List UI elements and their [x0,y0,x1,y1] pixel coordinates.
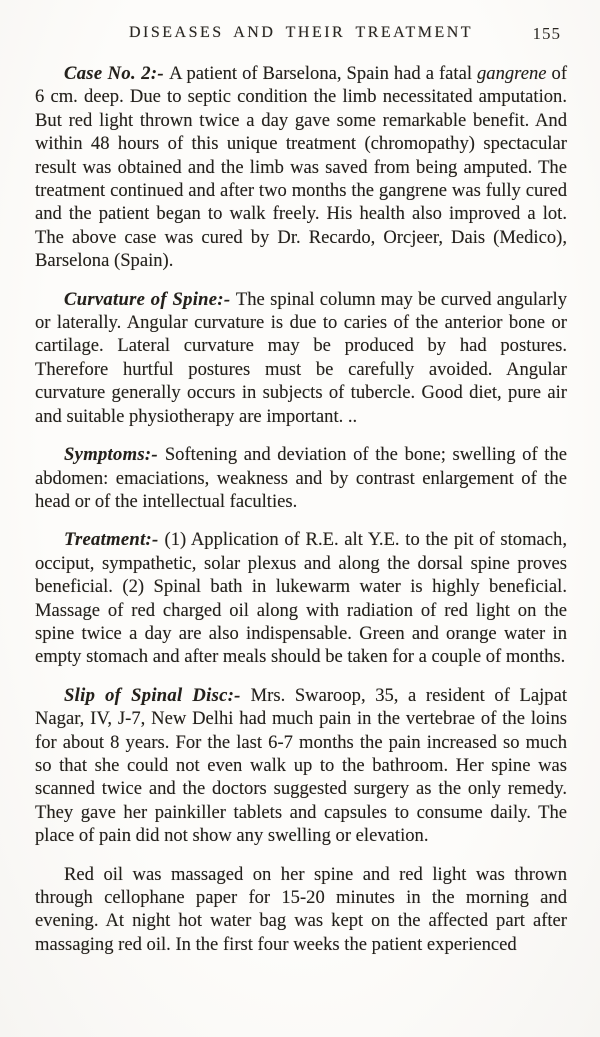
page-header [35,24,567,48]
text-segment: A patient of Barselona, Spain had a fatal [169,63,477,84]
page-body [35,62,567,956]
text-segment: Mrs. Swaroop, 35, a resident of Lajpat Nagar, IV, J-7, New Delhi had much pain in the vertebrae of the loins for about 8 years. For the last 6-7 months the pain increased so much so that she could not even walk up to the bathroom. Her spine was scanned twice and the doctors suggested surgery as the only remedy. They gave her painkiller tablets and capsules to consume daily. The place of pain did not show any swelling or elevation. [35,684,567,847]
text-segment: of 6 cm. deep. Due to septic condition the limb necessitated amputation. But red light thrown twice a day gave some remarkable benefit. And within 48 hours of this unique treatment (chromopathy) spectacular result was obtained and the limb was saved from being amputed. The treatment continued and after two months the gangrene was fully cured and the patient began to walk freely. His health also improved a lot. The above case was cured by Dr. Recardo, Orcjeer, Dais (Medico), Barselona (Spain). [35,63,568,272]
running-title: DISEASES AND THEIR TREATMENT [128,24,474,41]
section-heading-symptoms: Symptoms:- [64,444,165,466]
paragraph-red-oil-massage [35,863,567,957]
section-heading-slip-of-spinal-disc: Slip of Spinal Disc:- [64,684,251,706]
paragraph-slip-of-spinal-disc [35,684,567,848]
text-segment: Red oil was massaged on her spine and red light was thrown through cellophane paper for 15-20 minutes in the morning and evening. At night hot water bag was kept on the affected part after massaging red oil. In the first four weeks the patient experienced [35,863,567,955]
section-heading-curvature-of-spine: Curvature of Spine:- [64,288,236,310]
text-segment: The spinal column may be curved angularly or laterally. Angular curvature is due to caries of the anterior bone or cartilage. Lateral curvature may be produced by had postures. Therefore hurtful postures must be carefully avoided. Angular curvature generally occurs in subjects of tubercle. Good diet, pure air and suitable physiotherapy are important. .. [35,288,567,427]
paragraph-treatment [35,528,567,668]
paragraph-curvature-of-spine [35,288,567,428]
paragraph-symptoms [35,443,567,513]
text-segment: gangrene [476,63,547,84]
page-number: 155 [532,24,561,43]
text-segment: (1) Application of R.E. alt Y.E. to the pit of stomach, occiput, sympathetic, solar plexus and along the dorsal spine proves beneficial. (2) Spinal bath in lukewarm water is highly beneficial. Massage of red charged oil along with radiation of red light on the spine twice a day are also indispensable. Green and orange water in empty stomach and after meals should be taken for a couple of months. [35,529,567,668]
paragraph-case-no-2 [35,62,567,273]
section-heading-treatment: Treatment:- [64,529,165,551]
text-segment: Softening and deviation of the bone; swelling of the abdomen: emaciations, weakness and by contrast enlargement of the head or of the intellectual faculties. [35,444,567,512]
section-heading-case-no-2: Case No. 2:- [64,63,170,84]
